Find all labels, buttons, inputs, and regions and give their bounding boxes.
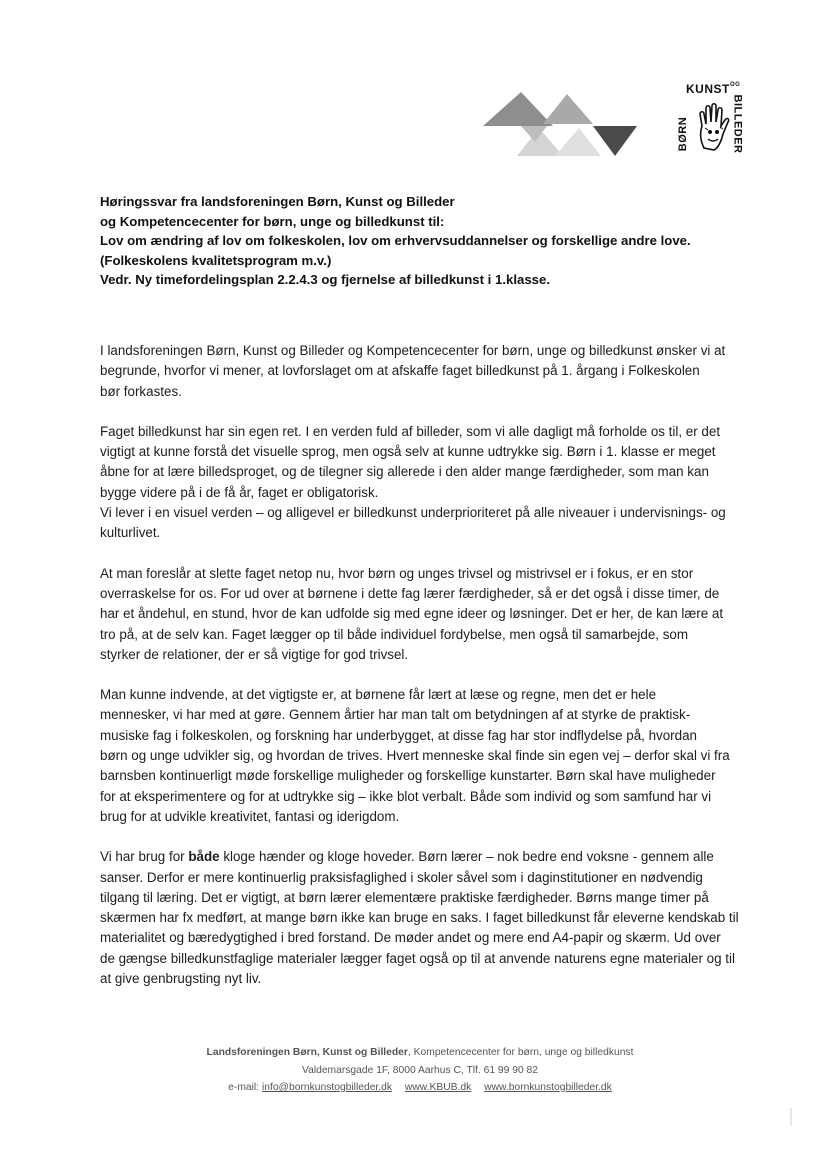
text-line: At man foreslår at slette faget netop nu, hvor børn og unges trivsel og mistrivsel er i fokus, er en stor xyxy=(100,565,694,581)
text-line xyxy=(100,847,750,867)
footer-email-link[interactable]: info@bornkunstogbilleder.dk xyxy=(261,1082,393,1093)
text-line: for at eksperimentere og for at udtrykke sig – ikke blot verbalt. Både som individ og som samfund har vi xyxy=(100,788,712,804)
heading-line: Lov om ændring af lov om folkeskolen, lov om erhvervsuddannelser og forskellige andre love. xyxy=(100,233,691,249)
text-run: Vi har brug for xyxy=(100,849,189,865)
triangles-logo-graphic xyxy=(481,90,637,160)
logo-word-kunst: KUNST xyxy=(686,82,730,96)
text-line: åbne for at lære billedsproget, og de tilegner sig allerede i den alder mange færdigheder, som man kan xyxy=(100,464,709,480)
text-line: barnsben kontinuerligt møde forskellige muligheder og forskellige kunstarter. Børn skal have muligheder xyxy=(100,768,716,784)
text-run: kloge hænder og kloge hoveder. Børn lærer – nok bedre end voksne - gennem alle xyxy=(219,849,714,865)
footer-org-rest: , Kompetencecenter for børn, unge og billedkunst xyxy=(407,1047,634,1058)
text-line: tilgang til læring. Det er vigtigt, at børn lærer elementære praktiske færdigheder. Børns mange timer på xyxy=(100,889,709,905)
document-body xyxy=(100,341,750,989)
text-line: begrunde, hvorfor vi mener, at lovforslaget om at afskaffe faget billedkunst på 1. årgang i Folkeskolen xyxy=(100,363,700,379)
text-line: har et åndehul, en stund, hvor de kan udfolde sig med egne ideer og løsninger. Det er her, de kan lære at xyxy=(100,606,724,622)
bold-word: både xyxy=(188,849,220,865)
logo-word-billeder: BILLEDER xyxy=(731,94,744,154)
paragraph-5 xyxy=(100,847,750,989)
text-line: at give genbrugsting nyt liv. xyxy=(100,971,262,987)
text-line: styrker de relationer, der er så vigtige for god trivsel. xyxy=(100,646,409,662)
heading-line: (Folkeskolens kvalitetsprogram m.v.) xyxy=(100,252,332,268)
footer-address: Valdemarsgade 1F, 8000 Aarhus C, Tlf. 61 99 90 82 xyxy=(301,1064,539,1076)
paragraph-2 xyxy=(100,422,750,544)
heading-line: og Kompetencecenter for børn, unge og billedkunst til: xyxy=(100,213,445,229)
text-line: I landsforeningen Børn, Kunst og Billeder og Kompetencecenter for børn, unge og billedkunst ønsker vi at xyxy=(100,343,726,358)
text-line: musiske fag i folkeskolen, og forskning har underbygget, at disse fag har stor indflydelse på, hvordan xyxy=(100,727,697,743)
text-line: bygge videre på i de få år, faget er obligatorisk. xyxy=(100,484,379,500)
footer-site-kbub-link[interactable]: www.KBUB.dk xyxy=(404,1082,472,1093)
document-footer xyxy=(100,1044,740,1097)
logo-word-born: BØRN xyxy=(677,116,690,152)
text-line: overraskelse for os. For ud over at børnene i dette fag lærer færdigheder, så er det også i disse timer, de xyxy=(100,585,720,601)
bkb-logo xyxy=(678,80,750,168)
footer-email-label: e-mail: xyxy=(228,1082,262,1093)
document-heading xyxy=(100,192,740,290)
text-line: Faget billedkunst har sin egen ret. I en verden fuld af billeder, som vi alle dagligt må forholde os til, er det xyxy=(100,423,721,439)
heading-line: Høringssvar fra landsforeningen Børn, Kunst og Billeder xyxy=(100,194,455,209)
heading-line: Vedr. Ny timefordelingsplan 2.2.4.3 og fjernelse af billedkunst i 1.klasse. xyxy=(100,272,551,288)
text-line: børn og unge udvikler sig, og hvordan de trives. Hvert menneske skal finde sin egen vej – derfor skal vi fra xyxy=(100,748,730,764)
footer-contact-line xyxy=(100,1079,740,1097)
text-line: brug for at udvikle kreativitet, fantasi og iderigdom. xyxy=(100,808,400,824)
text-line: vigtigt at kunne forstå det visuelle sprog, men også selv at kunne udtrykke sig. Børn i 1. klasse er meget xyxy=(100,444,716,460)
text-line: skærmen har fx medført, at mange børn ikke kan bruge en saks. I faget billedkunst får eleverne kendskab til xyxy=(100,910,739,926)
text-line: de gængse billedkunstfaglige materialer lægger faget også op til at anvende naturens egne materialer og til xyxy=(100,950,735,966)
text-line: Vi lever i en visuel verden – og alligevel er billedkunst underprioriteret på alle niveauer i undervisnings- og xyxy=(100,505,726,521)
footer-org-name: Landsforeningen Børn, Kunst og Billeder xyxy=(206,1047,408,1058)
footer-site-main-link[interactable]: www.bornkunstogbilleder.dk xyxy=(484,1082,612,1093)
text-line: tro på, at de selv kan. Faget lægger op til både individuel fordybelse, men også til samarbejde, som xyxy=(100,626,689,642)
text-line: mennesker, vi har med at gøre. Gennem årtier har man talt om betydningen af at styrke de praktisk- xyxy=(100,707,691,723)
text-line: materialitet og bæredygtighed i bred forstand. De møder andet og mere end A4-papir og skærm. Ud over xyxy=(100,930,721,946)
text-line: kulturlivet. xyxy=(100,525,161,541)
text-line: sanser. Derfor er mere kontinuerlig praksisfaglighed i skoler såvel som i daginstitutioner en nødvendig xyxy=(100,869,703,885)
paragraph-1 xyxy=(100,341,750,402)
paragraph-4 xyxy=(100,685,750,827)
text-line: Man kunne indvende, at det vigtigste er, at børnene får lært at læse og regne, men det er hele xyxy=(100,687,657,703)
footer-org-line xyxy=(100,1044,740,1062)
scan-mark xyxy=(790,1108,792,1126)
logo-word-og: OG xyxy=(730,82,741,88)
hand-drawing-icon xyxy=(696,102,732,152)
text-line: bør forkastes. xyxy=(100,383,182,399)
paragraph-3 xyxy=(100,564,750,665)
